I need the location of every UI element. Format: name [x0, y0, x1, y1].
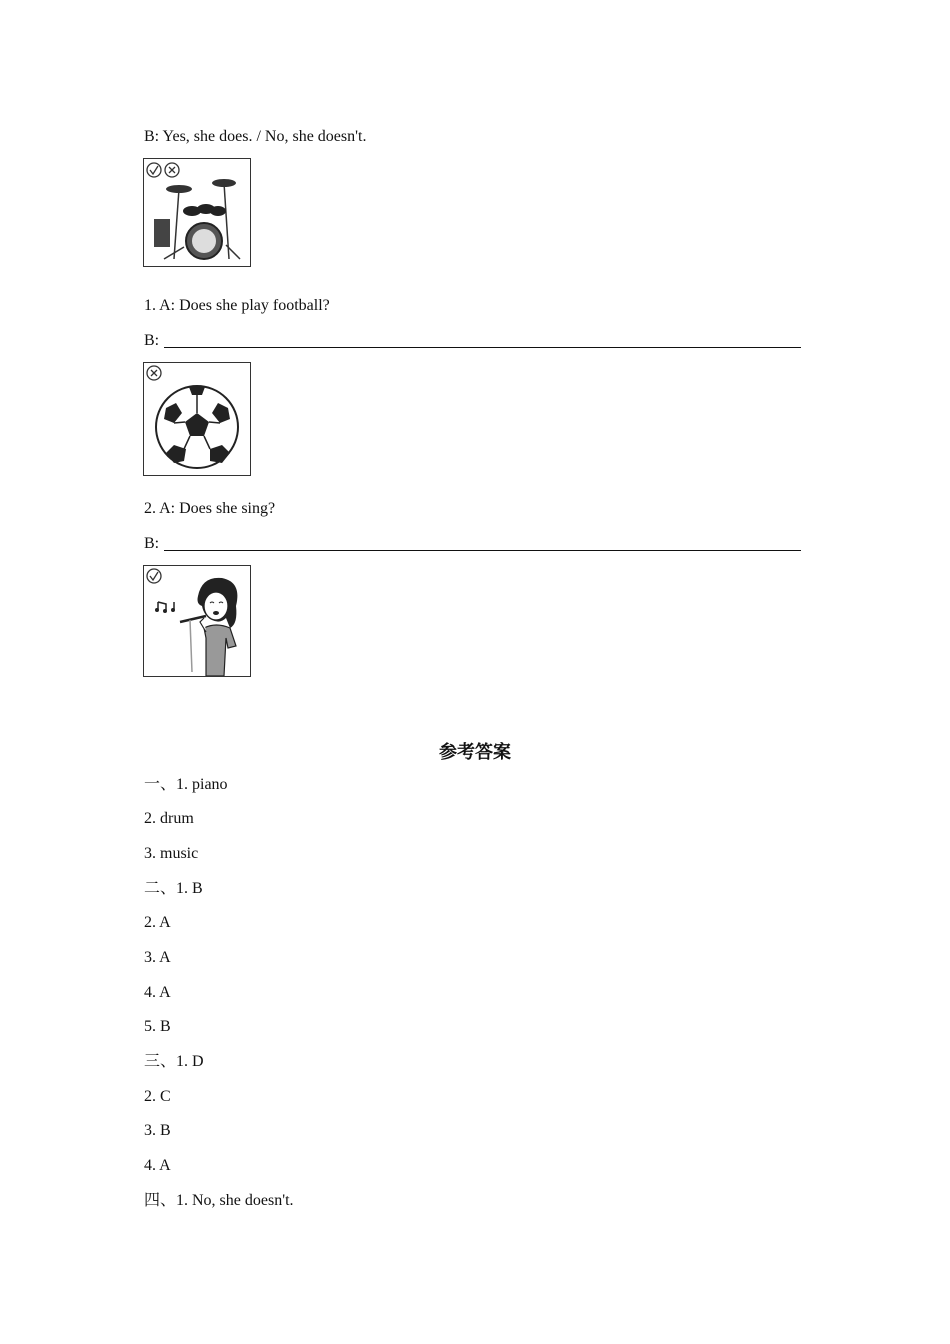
music-notes-icon	[155, 602, 175, 613]
check-icon	[147, 569, 161, 583]
singer-picture	[143, 565, 251, 677]
answer-item: 一、1. piano	[144, 776, 228, 793]
cross-icon	[147, 366, 161, 380]
answer-item: 二、1. B	[144, 880, 203, 897]
answer-2-blank[interactable]	[164, 550, 801, 551]
drum-kit-icon	[154, 179, 240, 259]
answer-item: 3. A	[144, 949, 171, 966]
football-icon	[156, 386, 238, 468]
football-picture	[143, 362, 251, 476]
singer-icon	[180, 578, 237, 676]
example-answer: B: Yes, she does. / No, she doesn't.	[144, 128, 367, 145]
cross-icon	[165, 163, 179, 177]
question-2: 2. A: Does she sing?	[144, 500, 276, 517]
answer-1-blank[interactable]	[164, 347, 801, 348]
answer-item: 三、1. D	[144, 1053, 204, 1070]
drum-picture	[143, 158, 251, 267]
answer-item: 2. A	[144, 914, 171, 931]
answer-key-title: 参考答案	[439, 742, 511, 763]
answer-item: 2. C	[144, 1088, 171, 1105]
answer-item: 4. A	[144, 984, 171, 1001]
answer-item: 3. B	[144, 1122, 171, 1139]
answer-item: 2. drum	[144, 810, 194, 827]
answer-item: 3. music	[144, 845, 199, 862]
check-icon	[147, 163, 161, 177]
question-1: 1. A: Does she play football?	[144, 297, 330, 314]
answer-item: 5. B	[144, 1018, 171, 1035]
answer-item: 4. A	[144, 1157, 171, 1174]
answer-1-prefix: B:	[144, 332, 160, 349]
answer-item: 四、1. No, she doesn't.	[144, 1192, 294, 1209]
answer-2-prefix: B:	[144, 535, 160, 552]
